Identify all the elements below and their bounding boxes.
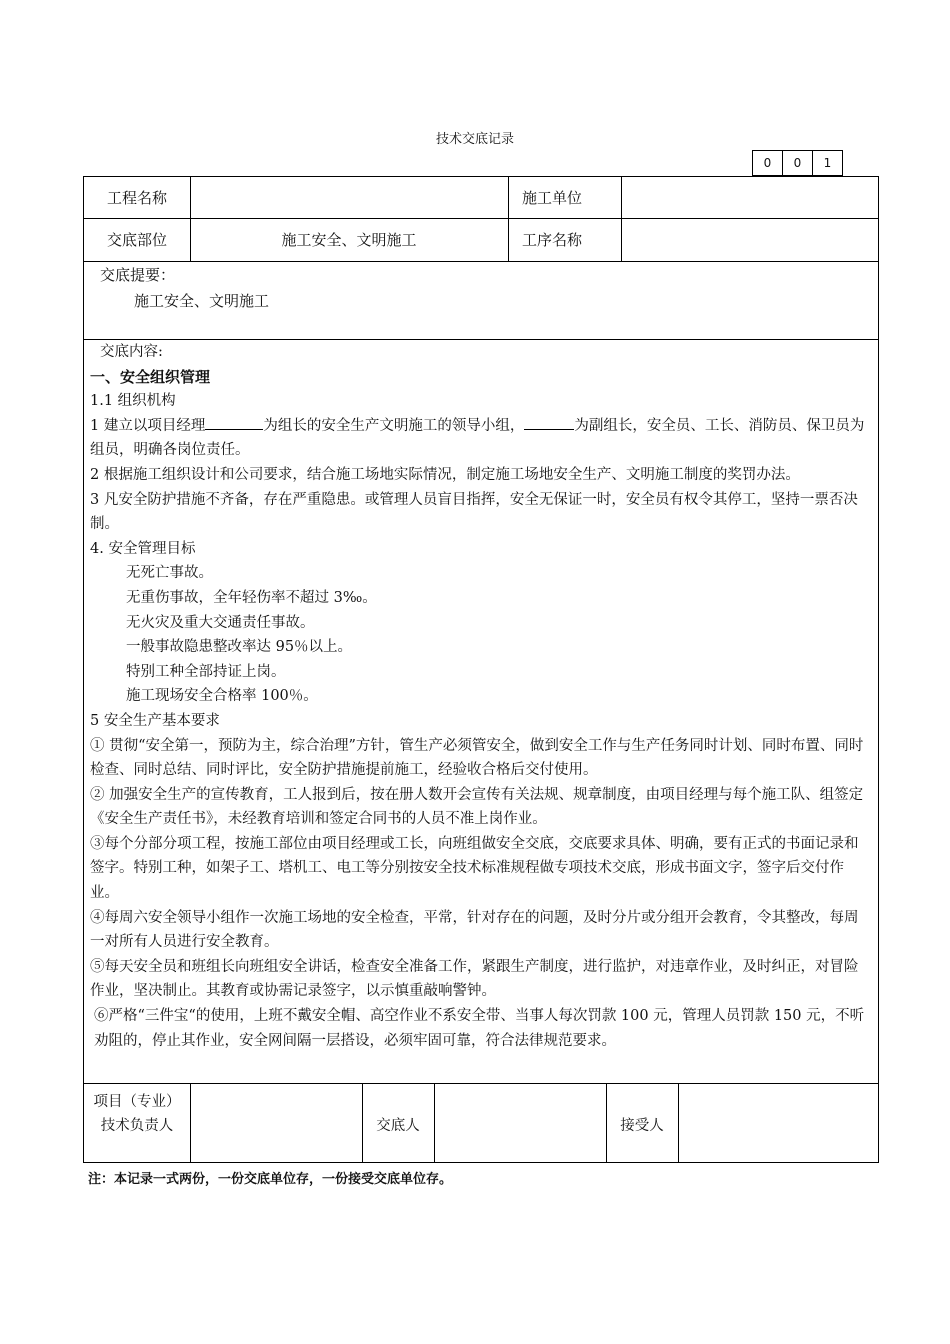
receiver-label: 接受人 [620, 1118, 664, 1134]
paragraph-text: 为组长的安全生产文明施工的领导小组， [263, 417, 525, 434]
part-label: 交底部位 [106, 231, 167, 249]
paragraph-text: 为副组长，安全员、工长、消防员、保卫员为组员，明确各岗位责任。 [90, 417, 865, 459]
row-divider [84, 261, 878, 262]
requirement-item: ⑥严格“三件宝“的使用，上班不戴安全帽、高空作业不系安全带、当事人每次罚款 100 元，管理人员罚款 150 元，不听劝阻的，停止其作业，安全网间隔一层搭设，必须牢固可靠，符合法律规范要求。 [94, 1008, 865, 1049]
row-divider [84, 218, 878, 219]
subsection-heading: 1.1 组织机构 [90, 393, 176, 410]
paragraph [90, 414, 872, 463]
paragraph: 3 凡安全防护措施不齐备，存在严重隐患。或管理人员盲目指挥，安全无保证一时，安全员有权令其停工，坚持一票否决制。 [90, 491, 858, 533]
blank-line[interactable] [205, 415, 263, 430]
project-name-label: 工程名称 [106, 189, 167, 207]
column-divider [508, 177, 509, 261]
paragraph: 2 根据施工组织设计和公司要求，结合施工场地实际情况，制定施工场地安全生产、文明施工制度的奖罚办法。 [90, 466, 800, 483]
blank-line[interactable] [524, 415, 574, 430]
discloser-label: 交底人 [376, 1118, 420, 1134]
content-label: 交底内容: [100, 344, 163, 360]
serial-digit: 0 [783, 151, 813, 176]
requirement-item: ④每周六安全领导小组作一次施工场地的安全检查，平常，针对存在的问题，及时分片或分组开会教育，令其整改，每周一对所有人员进行安全教育。 [90, 909, 859, 951]
document-title: 技术交底记录 [435, 132, 514, 147]
goal-item: 特别工种全部持证上岗。 [126, 663, 286, 680]
footnote: 注：本记录一式两份，一份交底单位存，一份接受交底单位存。 [88, 1172, 453, 1187]
subsection-heading: 4. 安全管理目标 [90, 540, 196, 557]
serial-digit: 1 [813, 151, 843, 176]
disclosure-form [83, 176, 879, 1163]
requirement-item: ① 贯彻“安全第一，预防为主，综合治理”方针，管生产必须管安全，做到安全工作与生产任务同时计划、同时布置、同时检查、同时总结、同时评比，安全防护措施提前施工，经验收合格后交付使用。 [90, 737, 864, 779]
goal-item: 无死亡事故。 [126, 565, 213, 582]
column-divider [434, 1083, 435, 1163]
subsection-heading: 5 安全生产基本要求 [90, 712, 220, 729]
requirement-item: ② 加强安全生产的宣传教育，工人报到后，按在册人数开会宣传有关法规、规章制度，由项目经理与每个施工队、组签定《安全生产责任书》，未经教育培训和签定合同书的人员不准上岗作业。 [90, 786, 864, 828]
row-divider [84, 1083, 878, 1084]
summary-text: 施工安全、文明施工 [134, 292, 270, 310]
goal-item: 无火灾及重大交通责任事故。 [126, 614, 315, 631]
goal-item: 一般事故隐患整改率达 95％以上。 [126, 639, 353, 656]
section-heading: 一、安全组织管理 [90, 367, 211, 386]
part-value[interactable]: 施工安全、文明施工 [281, 231, 417, 249]
disclosure-content [90, 340, 872, 1053]
requirement-item: ③每个分部分项工程，按施工部位由项目经理或工长，向班组做安全交底，交底要求具体、明确，要有正式的书面记录和签字。特别工种，如架子工、塔机工、电工等分别按安全技术标准规程做专项技术交底，形成书面文字，签字后交付作业。 [90, 835, 859, 902]
construction-unit-label: 施工单位 [522, 189, 583, 207]
goal-item: 无重伤事故，全年轻伤率不超过 3‰。 [126, 589, 377, 606]
summary-label: 交底提要： [100, 266, 176, 284]
requirement-item: ⑤每天安全员和班组长向班组安全讲话，检查安全准备工作，紧跟生产制度，进行监护，对违章作业，及时纠正，对冒险作业，坚决制止。其教育或协需记录签字，以示慎重敲响警钟。 [90, 958, 859, 1000]
serial-number [752, 150, 843, 176]
column-divider [678, 1083, 679, 1163]
process-label: 工序名称 [522, 231, 583, 249]
paragraph-text: 1 建立以项目经理 [90, 417, 206, 434]
column-divider [190, 1083, 191, 1163]
tech-lead-label: 项目（专业）技术负责人 [93, 1094, 181, 1134]
column-divider [621, 177, 622, 261]
serial-digit: 0 [753, 151, 783, 176]
goal-item: 施工现场安全合格率 100％。 [126, 688, 318, 705]
